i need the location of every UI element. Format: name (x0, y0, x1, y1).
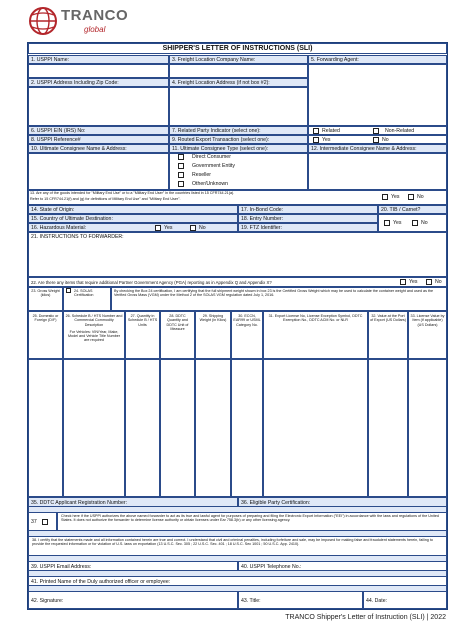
government-entity-checkbox[interactable] (178, 163, 184, 169)
military-end-use-reference: Refer to 15 CFR744.21(f) and (g) for definitions of Military End Use" and "Military End User". (30, 197, 181, 201)
col-schedule-b (63, 311, 125, 359)
tib-no-checkbox[interactable] (412, 220, 418, 226)
authorization-text: Check here if the USPPI authorizes the above named forwarder to act as its true and lawful agent for purposes of preparing and filing the Electronic Export Information ("EEI") in accordance with the laws and regulations of the United States. It does not authorize the forwarder to determine license authority or obtain licenses under Ear 758.3(b) or any other licensing agency. (57, 512, 447, 531)
reseller-label: Reseller (192, 172, 212, 178)
routed-export-field: 9. Routed Export Transaction (select one): (169, 135, 308, 144)
col-value-port: 32. Value at the Port of Export (US Dollars) (368, 311, 408, 359)
tib-yes-label: Yes (393, 220, 402, 226)
government-entity-label: Government Entity (192, 163, 235, 169)
other-unknown-checkbox[interactable] (178, 181, 184, 187)
entry-number-field[interactable]: 18. Entry Number: (238, 214, 378, 223)
routed-no-checkbox[interactable] (373, 137, 379, 143)
freight-location-name-input[interactable] (169, 64, 308, 78)
tib-carnet-field: 20. TIB / Carnet? (378, 205, 447, 214)
non-related-checkbox[interactable] (373, 128, 379, 134)
hazmat-yes-checkbox[interactable] (155, 225, 161, 231)
related-checkbox[interactable] (313, 128, 319, 134)
box-37-label: 37 (31, 519, 37, 525)
forwarding-agent-input[interactable] (308, 64, 447, 126)
title-field[interactable]: 43. Title: (238, 591, 363, 609)
usppi-address-field[interactable]: 2. USPPI Address Including Zip Code: (28, 78, 169, 87)
military-yes-label: Yes (391, 194, 400, 200)
eligible-party-field[interactable]: 36. Eligible Party Certification: (238, 497, 447, 507)
hazmat-yes-label: Yes (164, 225, 173, 231)
related-party-field: 7. Related Party Indicator (select one): (169, 126, 308, 135)
hazmat-no-checkbox[interactable] (190, 225, 196, 231)
usppi-ein-field[interactable]: 6. USPPI EIN (IRS) No: (28, 126, 169, 135)
col-shipping-weight: 29. Shipping Weight (in Kilos) (195, 311, 231, 359)
date-field[interactable]: 44. Date: (363, 591, 447, 609)
state-of-origin-field[interactable]: 14. State of Origin: (28, 205, 238, 214)
hazmat-no-label: No (199, 225, 206, 231)
usppi-reference-field[interactable]: 8. USPPI Reference# (28, 135, 169, 144)
intermediate-consignee-input[interactable] (308, 153, 447, 190)
related-label: Related (322, 128, 340, 134)
col-vehicle-note: For Vehicles: VIN/Year, Make, Model and Vehicle Title Number are required (67, 329, 121, 343)
direct-consumer-checkbox[interactable] (178, 154, 184, 160)
col-quantity: 27. Quantity in Schedule B / HTS Units (125, 311, 160, 359)
routed-yes-label: Yes (322, 137, 331, 143)
military-end-use-question: 13. Are any of the goods intended for "Military End Use" or to a "Military End User" in the countries listed in 15 CFR744.21(a). (30, 191, 235, 195)
company-logo (28, 4, 138, 38)
tib-no-label: No (421, 220, 428, 226)
intermediate-consignee-field[interactable]: 12. Intermediate Consignee Name & Address: (308, 144, 447, 153)
ftz-identifier-field[interactable]: 19. FTZ Identifier: (238, 223, 378, 232)
usppi-telephone-field[interactable]: 40. USPPI Telephone No.: (238, 561, 447, 571)
military-yes-checkbox[interactable] (382, 194, 388, 200)
ultimate-consignee-field[interactable]: 10. Ultimate Consignee Name & Address: (28, 144, 169, 153)
military-no-label: No (417, 194, 424, 200)
table-row[interactable] (408, 359, 447, 497)
col-ddtc-quantity: 28. DDTC Quantity and DDTC Unit of Measure (160, 311, 195, 359)
table-row[interactable] (28, 359, 63, 497)
military-no-checkbox[interactable] (408, 194, 414, 200)
sli-form (27, 42, 448, 610)
gross-weight-field[interactable]: 23. Gross Weight (kilos) (28, 287, 63, 311)
col-schedule-b-label: 26. Schedule B / HTS Number and Commercial Commodity Description (65, 314, 123, 327)
col-domestic-foreign: 25. Domestic or Foreign (D/F) (28, 311, 63, 359)
page-footer: TRANCO Shipper's Letter of Instruction (SLI) | 2022 (285, 614, 446, 621)
freight-location-address-input[interactable] (169, 87, 308, 126)
certification-statement: 38. I certify that the statements made and all information contained herein are true and correct. I understand that civil and criminal penalties, including forfeiture and sale, may be imposed for making false and fraudulent statements herein, failing to provide the requested information or for violation of U.S. laws on exportation (13 U.S.C. Sec. 305 ; 22 U.S.C. Sec. 401 ; 18 U.S.C. Sec 1001 ; 50 U.S.C. App. 2410). (28, 536, 447, 556)
in-bond-code-field[interactable]: 17. In-Bond Code: (238, 205, 378, 214)
solas-certification-text: By checking the Box 24 certification, I am certifying that the full shipment weight shown in box 23 is the Certified Gross Weight which may be used to calculate the container weight and used as the Verified Gross Mass (VGM) under the Method 2 of the SOLAS VGM regulation dated July 1, 2016. (111, 287, 447, 311)
table-row[interactable] (231, 359, 263, 497)
pga-reporting-question: 22. Are there any items that require additional Partner Government Agency (PGA) reporting as in Appendix Q and Appendix X? (28, 277, 447, 287)
hazardous-material-field: 16. Hazardous Material: (28, 223, 238, 232)
col-license-value: 33. License Value by Item (if applicable) (US Dollars) (408, 311, 447, 359)
solas-certification-label: 24. SOLAS Certification (63, 287, 111, 311)
logo-brand: TRANCO (61, 7, 129, 24)
logo-sub: global (84, 25, 106, 34)
consignee-type-field: 11. Ultimate Consignee Type (select one): (169, 144, 308, 153)
pga-no-label: No (435, 279, 442, 285)
col-export-license: 31. Export License No, License Exception Symbol, DDTC Exemption No., DDTC ACM No. or NLR (263, 311, 368, 359)
table-row[interactable] (125, 359, 160, 497)
usppi-name-field[interactable]: 1. USPPI Name: (28, 55, 169, 64)
reseller-checkbox[interactable] (178, 172, 184, 178)
direct-consumer-label: Direct Consumer (192, 154, 231, 160)
country-destination-field[interactable]: 15. Country of Ultimate Destination: (28, 214, 238, 223)
ultimate-consignee-input[interactable] (28, 153, 169, 190)
usppi-email-field[interactable]: 39. USPPI Email Address: (28, 561, 238, 571)
authorization-checkbox[interactable] (42, 519, 48, 525)
table-row[interactable] (195, 359, 231, 497)
forwarding-agent-field[interactable]: 5. Forwarding Agent: (308, 55, 447, 64)
printed-name-field[interactable]: 41. Printed Name of the Duly authorized officer or employee: (28, 576, 447, 586)
usppi-name-input[interactable] (28, 64, 169, 78)
pga-yes-checkbox[interactable] (400, 279, 406, 285)
pga-yes-label: Yes (409, 279, 418, 285)
col-eccn: 30. ECCN, EAR99 or USML Category No. (231, 311, 263, 359)
table-row[interactable] (160, 359, 195, 497)
table-row[interactable] (63, 359, 125, 497)
routed-no-label: No (382, 137, 389, 143)
signature-field[interactable]: 42. Signature: (28, 591, 238, 609)
table-row[interactable] (263, 359, 368, 497)
globe-icon (28, 6, 58, 36)
other-unknown-label: Other/Unknown (192, 181, 229, 187)
freight-location-address-field[interactable]: 4. Freight Location Address (if not box #2): (169, 78, 308, 87)
pga-no-checkbox[interactable] (426, 279, 432, 285)
routed-yes-checkbox[interactable] (313, 137, 319, 143)
table-row[interactable] (368, 359, 408, 497)
non-related-label: Non-Related (385, 128, 415, 134)
usppi-address-input[interactable] (28, 87, 169, 126)
tib-yes-checkbox[interactable] (384, 220, 390, 226)
ddtc-registration-field[interactable]: 35. DDTC Applicant Registration Number: (28, 497, 238, 507)
freight-location-name-field[interactable]: 3. Freight Location Company Name: (169, 55, 308, 64)
instructions-to-forwarder-field[interactable]: 21. INSTRUCTIONS TO FORWARDER: (28, 232, 447, 277)
solas-checkbox[interactable] (66, 288, 71, 293)
form-title: SHIPPER'S LETTER OF INSTRUCTIONS (SLI) (28, 43, 447, 54)
